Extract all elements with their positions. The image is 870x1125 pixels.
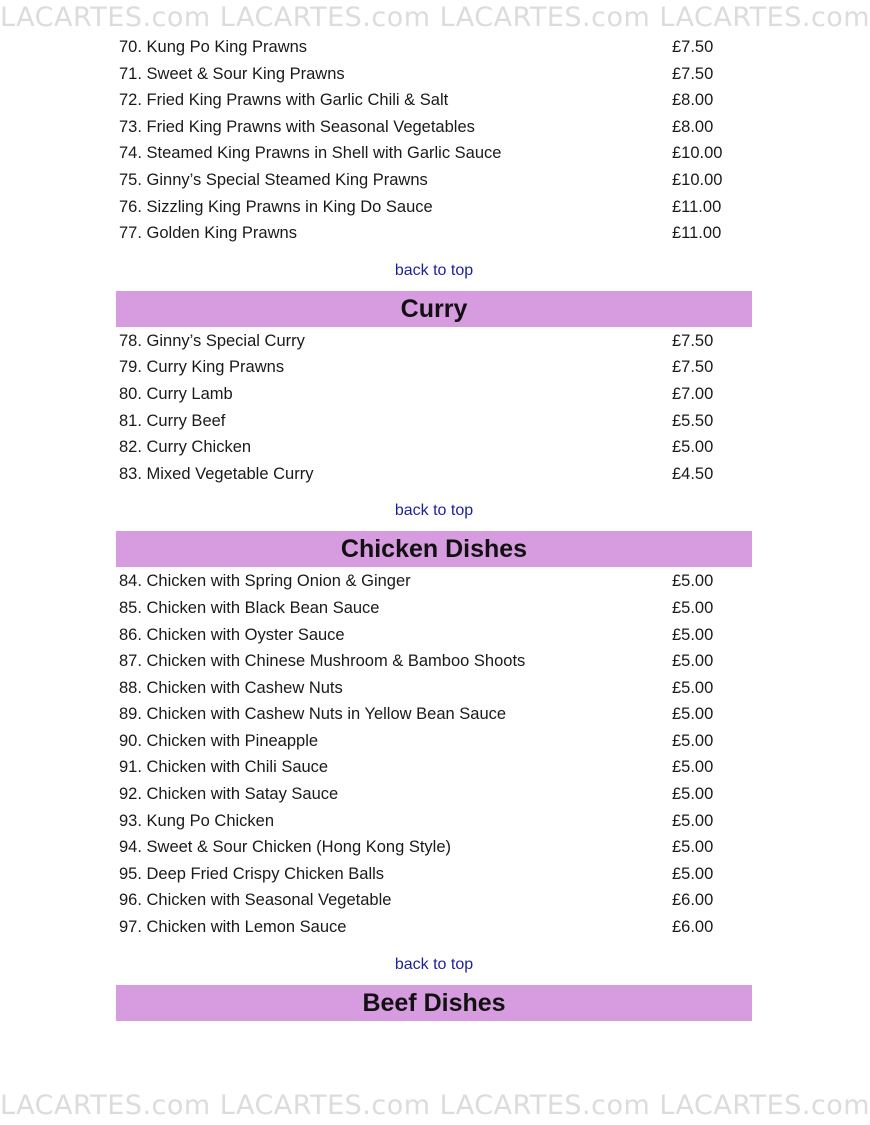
item-price: £6.00 — [672, 918, 714, 937]
curry-list — [116, 328, 752, 488]
item-name: 90. Chicken with Pineapple — [119, 731, 319, 750]
section-header-chicken-dishes: Chicken Dishes — [116, 531, 752, 567]
item-price: £7.50 — [672, 38, 714, 56]
watermark-bottom: LACARTES.com LACARTES.com LACARTES.com LACARTES.com — [0, 1090, 870, 1121]
chicken-dishes-list — [116, 568, 752, 940]
item-name: 84. Chicken with Spring Onion & Ginger — [119, 572, 411, 591]
item-name: 71. Sweet & Sour King Prawns — [119, 64, 345, 83]
item-price: £11.00 — [672, 197, 722, 216]
menu-item — [116, 34, 752, 61]
menu-item — [116, 781, 752, 808]
menu-item — [116, 140, 752, 167]
item-name: 79. Curry King Prawns — [119, 358, 285, 377]
menu-item — [116, 568, 752, 595]
item-price: £7.50 — [672, 331, 714, 350]
item-name: 97. Chicken with Lemon Sauce — [119, 918, 347, 937]
item-name: 83. Mixed Vegetable Curry — [119, 464, 314, 483]
menu-item — [116, 167, 752, 194]
item-price: £5.50 — [672, 411, 714, 430]
item-name: 75. Ginny’s Special Steamed King Prawns — [119, 170, 428, 189]
item-name: 87. Chicken with Chinese Mushroom & Bamboo Shoots — [119, 652, 526, 671]
back-to-top-link[interactable]: back to top — [394, 261, 474, 279]
item-name: 95. Deep Fried Crispy Chicken Balls — [119, 864, 385, 883]
back-to-top-link[interactable]: back to top — [394, 955, 474, 973]
item-price: £5.00 — [672, 705, 714, 724]
item-name: 86. Chicken with Oyster Sauce — [119, 625, 345, 644]
item-price: £10.00 — [672, 144, 723, 163]
item-price: £7.50 — [672, 64, 714, 83]
menu-item — [116, 754, 752, 781]
menu-item — [116, 461, 752, 488]
item-name: 78. Ginny’s Special Curry — [119, 331, 305, 350]
item-price: £5.00 — [672, 811, 714, 830]
item-price: £5.00 — [672, 598, 714, 617]
menu-item — [116, 354, 752, 381]
menu-item — [116, 328, 752, 355]
menu-item — [116, 381, 752, 408]
menu-item — [116, 194, 752, 221]
menu-item — [116, 220, 752, 247]
item-name: 70. Kung Po King Prawns — [119, 38, 308, 56]
item-price: £4.50 — [672, 464, 714, 483]
item-price: £5.00 — [672, 731, 714, 750]
item-name: 85. Chicken with Black Bean Sauce — [119, 598, 380, 617]
menu-item — [116, 648, 752, 675]
menu-item — [116, 114, 752, 141]
item-name: 94. Sweet & Sour Chicken (Hong Kong Style) — [119, 838, 452, 857]
menu-item — [116, 887, 752, 914]
item-name: 93. Kung Po Chicken — [119, 811, 275, 830]
back-to-top-link[interactable]: back to top — [394, 502, 474, 520]
item-name: 73. Fried King Prawns with Seasonal Vegetables — [119, 117, 475, 136]
menu-item — [116, 914, 752, 941]
item-price: £7.00 — [672, 384, 714, 403]
menu-item — [116, 61, 752, 88]
watermark-top: LACARTES.com LACARTES.com LACARTES.com LACARTES.com — [0, 2, 870, 33]
item-price: £5.00 — [672, 625, 714, 644]
item-price: £5.00 — [672, 652, 714, 671]
item-name: 96. Chicken with Seasonal Vegetable — [119, 891, 392, 910]
menu-item — [116, 675, 752, 702]
item-price: £8.00 — [672, 117, 714, 136]
king-prawns-list — [116, 34, 752, 247]
menu-item — [116, 408, 752, 435]
menu-item — [116, 728, 752, 755]
item-price: £6.00 — [672, 891, 714, 910]
item-price: £5.00 — [672, 864, 714, 883]
item-name: 92. Chicken with Satay Sauce — [119, 785, 339, 804]
item-price: £10.00 — [672, 170, 723, 189]
item-name: 77. Golden King Prawns — [119, 224, 297, 243]
item-name: 91. Chicken with Chili Sauce — [119, 758, 329, 777]
item-name: 80. Curry Lamb — [119, 384, 233, 403]
item-price: £8.00 — [672, 91, 714, 110]
menu-item — [116, 834, 752, 861]
item-name: 72. Fried King Prawns with Garlic Chili & Salt — [119, 91, 449, 110]
item-price: £5.00 — [672, 758, 714, 777]
menu-item — [116, 861, 752, 888]
section-header-beef-dishes: Beef Dishes — [116, 985, 752, 1021]
section-header-curry: Curry — [116, 291, 752, 327]
item-price: £5.00 — [672, 678, 714, 697]
menu-item — [116, 808, 752, 835]
menu-item — [116, 622, 752, 649]
item-name: 82. Curry Chicken — [119, 438, 252, 457]
menu-item — [116, 87, 752, 114]
item-price: £7.50 — [672, 358, 714, 377]
menu-item — [116, 595, 752, 622]
item-name: 81. Curry Beef — [119, 411, 226, 430]
item-name: 74. Steamed King Prawns in Shell with Garlic Sauce — [119, 144, 502, 163]
item-price: £5.00 — [672, 785, 714, 804]
menu-item — [116, 701, 752, 728]
item-price: £5.00 — [672, 438, 714, 457]
item-price: £11.00 — [672, 224, 722, 243]
item-price: £5.00 — [672, 572, 714, 591]
menu-item — [116, 434, 752, 461]
item-name: 88. Chicken with Cashew Nuts — [119, 678, 343, 697]
item-name: 89. Chicken with Cashew Nuts in Yellow Bean Sauce — [119, 705, 507, 724]
item-name: 76. Sizzling King Prawns in King Do Sauce — [119, 197, 433, 216]
item-price: £5.00 — [672, 838, 714, 857]
menu-content — [116, 34, 752, 1021]
